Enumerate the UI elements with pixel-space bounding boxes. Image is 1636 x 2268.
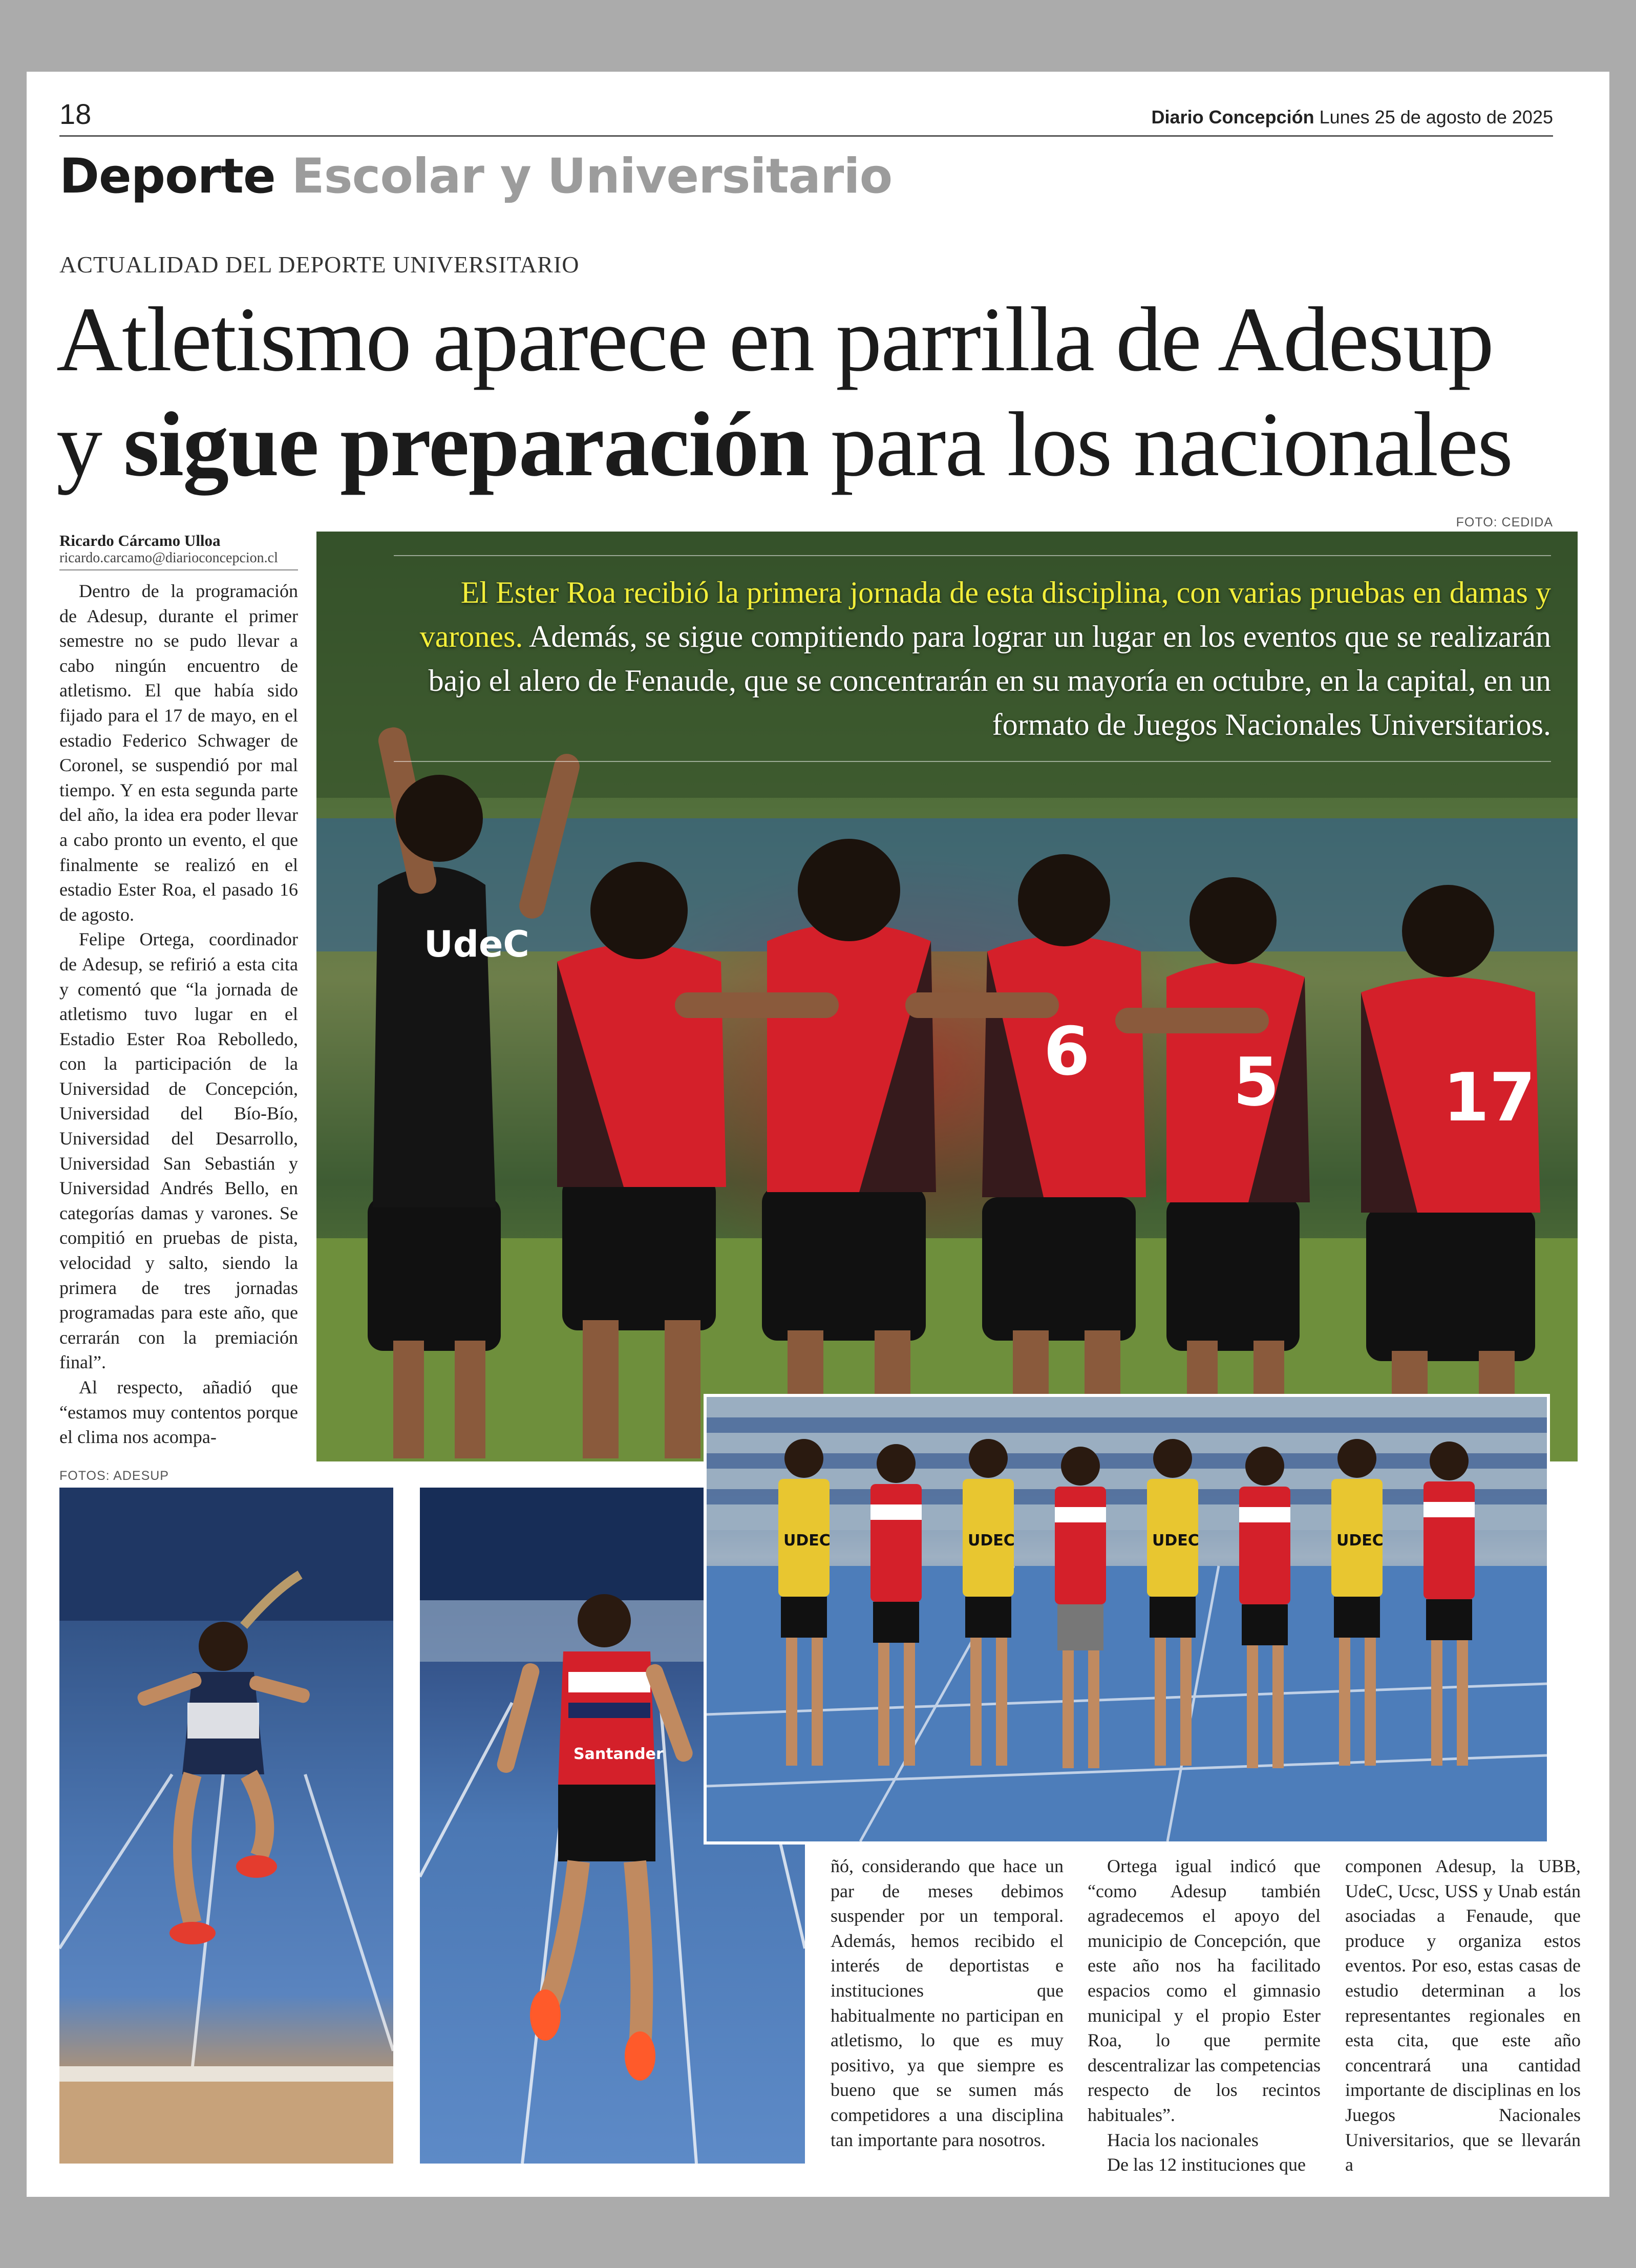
- author-name: Ricardo Cárcamo Ulloa: [59, 532, 221, 549]
- headline-post: para los nacionales: [808, 393, 1513, 495]
- headline-line-1: Atletismo aparece en parrilla de Adesup: [56, 288, 1493, 390]
- photo-credit-main: FOTO: CEDIDA: [1456, 515, 1553, 529]
- article-column-1: [59, 579, 298, 1449]
- main-photo-celebration: [316, 532, 1578, 1461]
- article-column-4: [1345, 1854, 1581, 2177]
- subheading: Hacia los nacionales: [1107, 2129, 1259, 2150]
- headline-line-2: [56, 392, 1587, 497]
- sponsor-text: Santander: [573, 1745, 664, 1763]
- article-column-2: [831, 1854, 1064, 2152]
- section-title: [59, 149, 892, 204]
- svg-text:5: 5: [1233, 1043, 1280, 1121]
- paragraph: Al respecto, añadió que “estamos muy contentos porque el clima nos acompa-: [59, 1377, 298, 1448]
- lede-overlay: [394, 555, 1551, 762]
- newspaper-name: Diario Concepción: [1151, 107, 1314, 128]
- paragraph: De las 12 instituciones que: [1107, 2154, 1306, 2175]
- header-rule: [59, 135, 1553, 137]
- subsection-name: Escolar y Universitario: [291, 149, 893, 204]
- section-name: Deporte: [59, 149, 275, 204]
- jersey-text: UDEC: [783, 1532, 831, 1550]
- masthead: [1152, 107, 1553, 128]
- jersey-text: UDEC: [1336, 1532, 1384, 1550]
- lede-rest: Además, se sigue compitiendo para lograr un lugar en los eventos que se realizarán bajo el alero de Fenaude, que se concentrarán en su mayoría en octubre, en la capital, en un formato de Juegos Nacionales Universitarios.: [428, 620, 1551, 741]
- issue-date: Lunes 25 de agosto de 2025: [1319, 107, 1553, 128]
- jersey-text: UdeC: [424, 923, 529, 965]
- headline-bold: sigue preparación: [123, 393, 809, 495]
- paragraph: Ortega igual indicó que “como Adesup también agradecemos el apoyo del municipio de Concepción, que este año nos ha facilitado espacios como el gimnasio municipal y el propio Ester Roa, lo que permite descentralizar las competencias respecto de los recintos habituales”.: [1088, 1856, 1321, 2125]
- photo-credit-small: FOTOS: ADESUP: [59, 1469, 169, 1483]
- headline-pre: y: [56, 393, 123, 495]
- byline: [59, 532, 298, 570]
- newspaper-page: [27, 72, 1609, 2197]
- long-jump-illustration: [59, 1488, 393, 2164]
- article-column-3: [1088, 1854, 1321, 2177]
- article-headline: [56, 287, 1587, 497]
- jersey-text: UDEC: [968, 1532, 1015, 1550]
- page-number: 18: [59, 98, 92, 130]
- photo-long-jump: [59, 1488, 393, 2164]
- lede-highlight: El Ester Roa recibió la primera jornada de esta disciplina, con varias pruebas en damas y varones.: [419, 576, 1551, 653]
- team-illustration: [707, 1397, 1547, 1841]
- paragraph: ñó, considerando que hace un par de meses debimos suspender por un temporal. Además, hemos recibido el interés de deportistas e instituciones que habitualmente no participan en atletismo, lo que es muy positivo, ya que siempre es bueno que se sumen más competidores a una disciplina tan importante para nosotros.: [831, 1856, 1064, 2150]
- article-kicker: ACTUALIDAD DEL DEPORTE UNIVERSITARIO: [59, 251, 580, 278]
- author-email: ricardo.carcamo@diarioconcepcion.cl: [59, 550, 298, 570]
- paragraph: componen Adesup, la UBB, UdeC, Ucsc, USS y Unab están asociadas a Fenaude, que produce y organiza estos eventos. Por eso, estas casas de estudio determinan a los representantes regionales en esta cita, que este año concentrará una cantidad importante de disciplinas en los Juegos Nacionales Universitarios, que se llevarán a: [1345, 1856, 1581, 2175]
- paragraph: Felipe Ortega, coordinador de Adesup, se refirió a esta cita y comentó que “la jornada de atletismo tuvo lugar en el Estadio Ester Roa Rebolledo, con la participación de la Universidad de Concepción, Universidad del Bío-Bío, Universidad del Desarrollo, Universidad San Sebastián y Universidad Andrés Bello, en categorías damas y varones. Se compitió en pruebas de pista, velocidad y salto, siendo la primera de tres jornadas programadas para este año, que cerrarán con la premiación final”.: [59, 929, 298, 1373]
- photo-team-group: [704, 1394, 1550, 1845]
- svg-text:17: 17: [1443, 1058, 1536, 1136]
- paragraph: Dentro de la programación de Adesup, durante el primer semestre no se pudo llevar a cabo ningún encuentro de atletismo. El que había sido fijado para el 17 de mayo, en el estadio Federico Schwager de Coronel, se suspendió por mal tiempo. Y en esta segunda parte del año, la idea era poder llevar a cabo pronto un evento, el que finalmente se realizó en el estadio Ester Roa, el pasado 16 de agosto.: [59, 581, 298, 925]
- svg-text:6: 6: [1044, 1012, 1090, 1090]
- jersey-text: UDEC: [1152, 1532, 1199, 1550]
